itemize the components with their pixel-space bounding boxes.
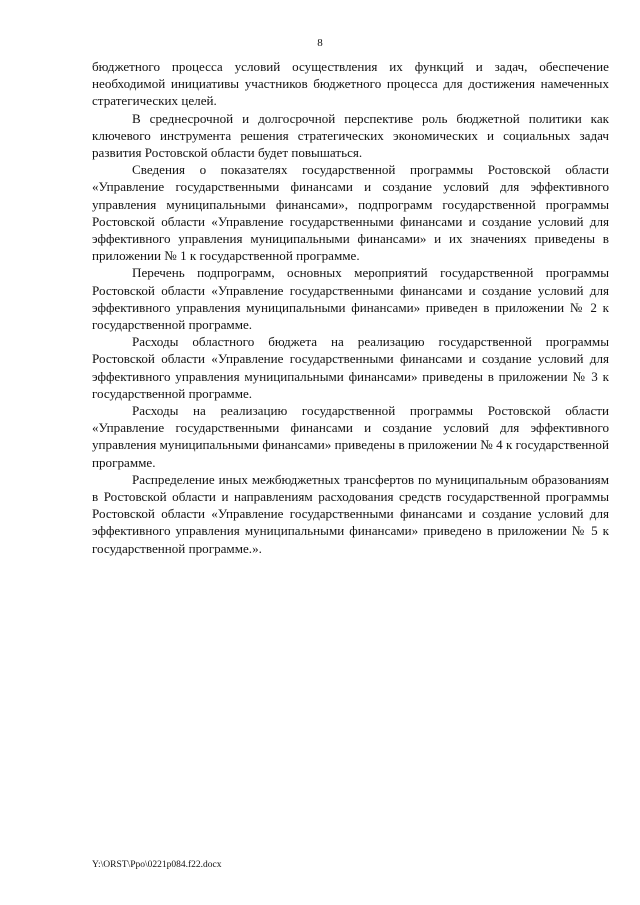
page-number: 8 [317,37,323,49]
paragraph-indicators-appendix-1: Сведения о показателях государственной программы Ростовской области «Управление государственными финансами и создание условий для эффективного управления муниципальными финансами», подпрограмм государственной программы Ростовской области «Управление государственными финансами и создание условий для эффективного управления муниципальными финансами» и их значениях приведены в приложении № 1 к государственной программе. [92,162,609,264]
paragraph-subprograms-appendix-2: Перечень подпрограмм, основных мероприятий государственной программы Ростовской области «Управление государственными финансами и создание условий для эффективного управления муниципальными финансами» приведен в приложении № 2 к государственной программе. [92,265,609,333]
paragraph-transfers-appendix-5: Распределение иных межбюджетных трансфертов по муниципальным образованиям в Ростовской области и направлениям расходования средств государственной программы Ростовской области «Управление государственными финансами и создание условий для эффективного управления муниципальными финансами» приведено в приложении № 5 к государственной программе.». [92,471,609,556]
document-body [92,58,609,557]
paragraph-expenses-appendix-4: Расходы на реализацию государственной программы Ростовской области «Управление государственными финансами и создание условий для эффективного управления муниципальными финансами» приведены в приложении № 4 к государственной программе. [92,403,609,470]
footer-file-path: Y:\ORST\Ppo\0221p084.f22.docx [92,860,222,870]
paragraph-budget-policy-role: В среднесрочной и долгосрочной перспективе роль бюджетной политики как ключевого инструмента решения стратегических экономических и социальных задач развития Ростовской области будет повышаться. [92,110,609,161]
paragraph-regional-budget-appendix-3: Расходы областного бюджета на реализацию государственной программы Ростовской области «Управление государственными финансами и создание условий для эффективного управления муниципальными финансами» приведены в приложении № 3 к государственной программе. [92,334,609,401]
paragraph-continuation: бюджетного процесса условий осуществления их функций и задач, обеспечение необходимой инициативы участников бюджетного процесса для достижения намеченных стратегических целей. [92,59,609,109]
